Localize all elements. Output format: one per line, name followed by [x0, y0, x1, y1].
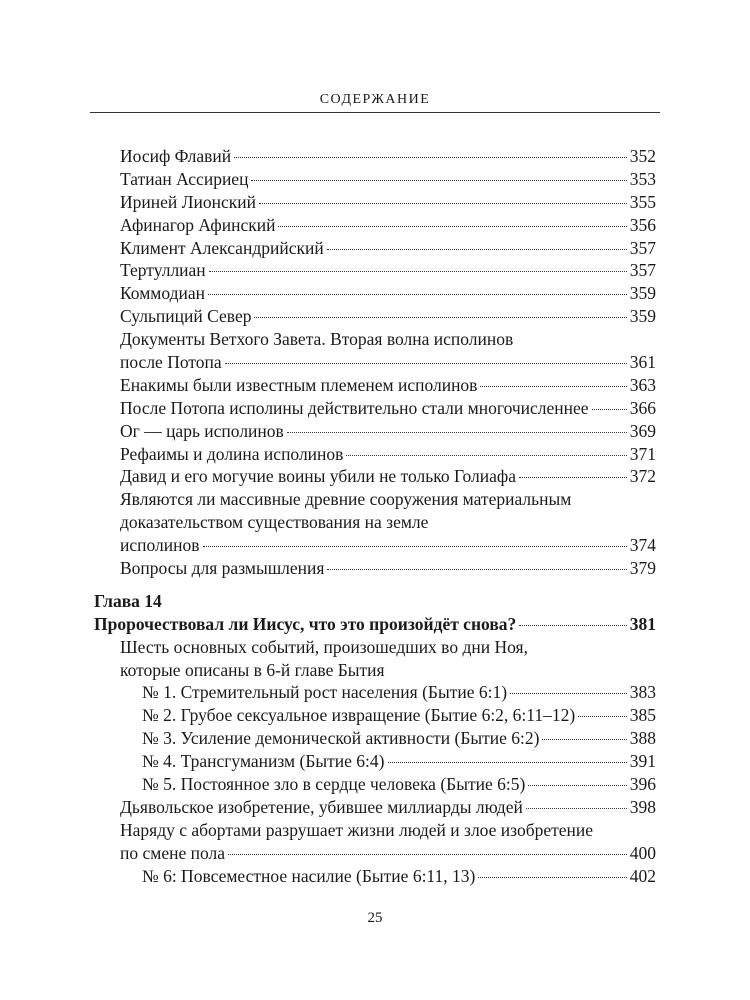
page-ref: 372 — [629, 466, 656, 487]
page-ref: 398 — [629, 796, 656, 817]
toc-entry-line: которые описаны в 6-й главе Бытия — [120, 659, 385, 680]
page-ref: 369 — [629, 420, 656, 441]
toc-entry-line: Документы Ветхого Завета. Вторая волна исполинов — [120, 329, 514, 350]
chapter-label: Глава 14 — [94, 590, 162, 611]
leader-dots — [208, 294, 627, 295]
toc-subentry: № 6: Повсеместное насилие (Бытие 6:11, 13) 402 — [142, 865, 656, 886]
leader-dots — [327, 569, 626, 570]
page-ref: 383 — [629, 682, 656, 703]
toc-entry: Климент Александрийский 357 — [120, 237, 656, 258]
toc-subentry: № 4. Трансгуманизм (Бытие 6:4) 391 — [142, 751, 656, 772]
toc-entry-line: Являются ли массивные древние сооружения материальным — [120, 489, 572, 510]
toc-subentry: № 2. Грубое сексуальное извращение (Бытие 6:2, 6:11–12) 385 — [142, 705, 656, 726]
page-ref: 381 — [629, 613, 656, 634]
page-ref: 355 — [629, 191, 656, 212]
table-of-contents — [94, 145, 656, 888]
page-ref: 359 — [629, 283, 656, 304]
page-ref: 359 — [629, 306, 656, 327]
leader-dots — [234, 157, 627, 158]
page-number: 25 — [367, 910, 383, 926]
leader-dots — [388, 762, 627, 763]
running-header: СОДЕРЖАНИЕ — [319, 92, 431, 107]
leader-dots — [510, 693, 627, 694]
leader-dots — [209, 271, 627, 272]
page-ref: 366 — [629, 397, 656, 418]
page-ref: 352 — [629, 146, 656, 166]
toc-entry: Ириней Лионский 355 — [120, 191, 656, 212]
page-ref: 385 — [629, 705, 656, 726]
toc-entry: исполинов 374 — [120, 535, 656, 556]
toc-entry: Вопросы для размышления 379 — [120, 558, 656, 579]
page-ref: 356 — [629, 214, 656, 235]
page-ref: 388 — [629, 728, 656, 749]
leader-dots — [287, 432, 627, 433]
leader-dots — [228, 854, 627, 855]
leader-dots — [278, 226, 626, 227]
toc-entry: Тертуллиан 357 — [120, 260, 656, 281]
leader-dots — [519, 625, 626, 626]
toc-entry: Дьявольское изобретение, убившее миллиарды людей 398 — [120, 796, 656, 817]
page-ref: 361 — [629, 352, 656, 373]
toc-subentry: № 3. Усиление демонической активности (Бытие 6:2) 388 — [142, 728, 656, 749]
leader-dots — [251, 180, 626, 181]
page-ref: 391 — [629, 751, 656, 772]
toc-subentry: № 5. Постоянное зло в сердце человека (Бытие 6:5) 396 — [142, 774, 656, 795]
page-ref: 396 — [629, 774, 656, 795]
toc-entry: Ог — царь исполинов 369 — [120, 420, 656, 441]
leader-dots — [254, 317, 626, 318]
page-ref: 357 — [629, 237, 656, 258]
page-ref: 374 — [629, 535, 656, 556]
toc-entry: Рефаимы и долина исполинов 371 — [120, 443, 656, 464]
page-ref: 402 — [629, 865, 656, 886]
toc-entry-line: доказательством существования на земле — [120, 512, 429, 533]
chapter-title: Пророчествовал ли Иисус, что это произойдёт снова? — [94, 613, 517, 634]
page-ref: 357 — [629, 260, 656, 281]
toc-entry: после Потопа 361 — [120, 352, 656, 373]
chapter-title-entry — [94, 613, 656, 636]
toc-entry: Татиан Ассириец 353 — [120, 168, 656, 189]
leader-dots — [203, 546, 627, 547]
leader-dots — [519, 477, 627, 478]
page-ref: 353 — [629, 168, 656, 189]
page-ref: 379 — [629, 558, 656, 579]
toc-entry: Давид и его могучие воины убили не только Голиафа 372 — [120, 466, 656, 487]
leader-dots — [327, 249, 627, 250]
leader-dots — [528, 785, 626, 786]
page-ref: 363 — [629, 374, 656, 395]
toc-entry: Сульпиций Север 359 — [120, 306, 656, 327]
toc-subentry: № 1. Стремительный рост населения (Бытие 6:1) 383 — [142, 682, 656, 703]
page-ref: 400 — [629, 842, 656, 863]
leader-dots — [592, 409, 627, 410]
toc-entry: Коммодиан 359 — [120, 283, 656, 304]
toc-entry-line: Наряду с абортами разрушает жизни людей и злое изобретение — [120, 819, 594, 840]
leader-dots — [225, 363, 627, 364]
toc-entry: по смене пола 400 — [120, 842, 656, 863]
toc-entry: Иосиф Флавий 352 — [120, 146, 656, 166]
header-rule — [90, 112, 660, 113]
leader-dots — [542, 739, 626, 740]
leader-dots — [346, 455, 626, 456]
leader-dots — [578, 716, 627, 717]
leader-dots — [526, 808, 627, 809]
page-ref: 371 — [629, 443, 656, 464]
toc-entry: После Потопа исполины действительно стали многочисленнее 366 — [120, 397, 656, 418]
toc-entry-line: Шесть основных событий, произошедших во дни Ноя, — [120, 636, 528, 657]
leader-dots — [259, 203, 627, 204]
leader-dots — [480, 386, 626, 387]
toc-entry: Енакимы были известным племенем исполинов 363 — [120, 374, 656, 395]
leader-dots — [478, 877, 626, 878]
toc-entry: Афинагор Афинский 356 — [120, 214, 656, 235]
